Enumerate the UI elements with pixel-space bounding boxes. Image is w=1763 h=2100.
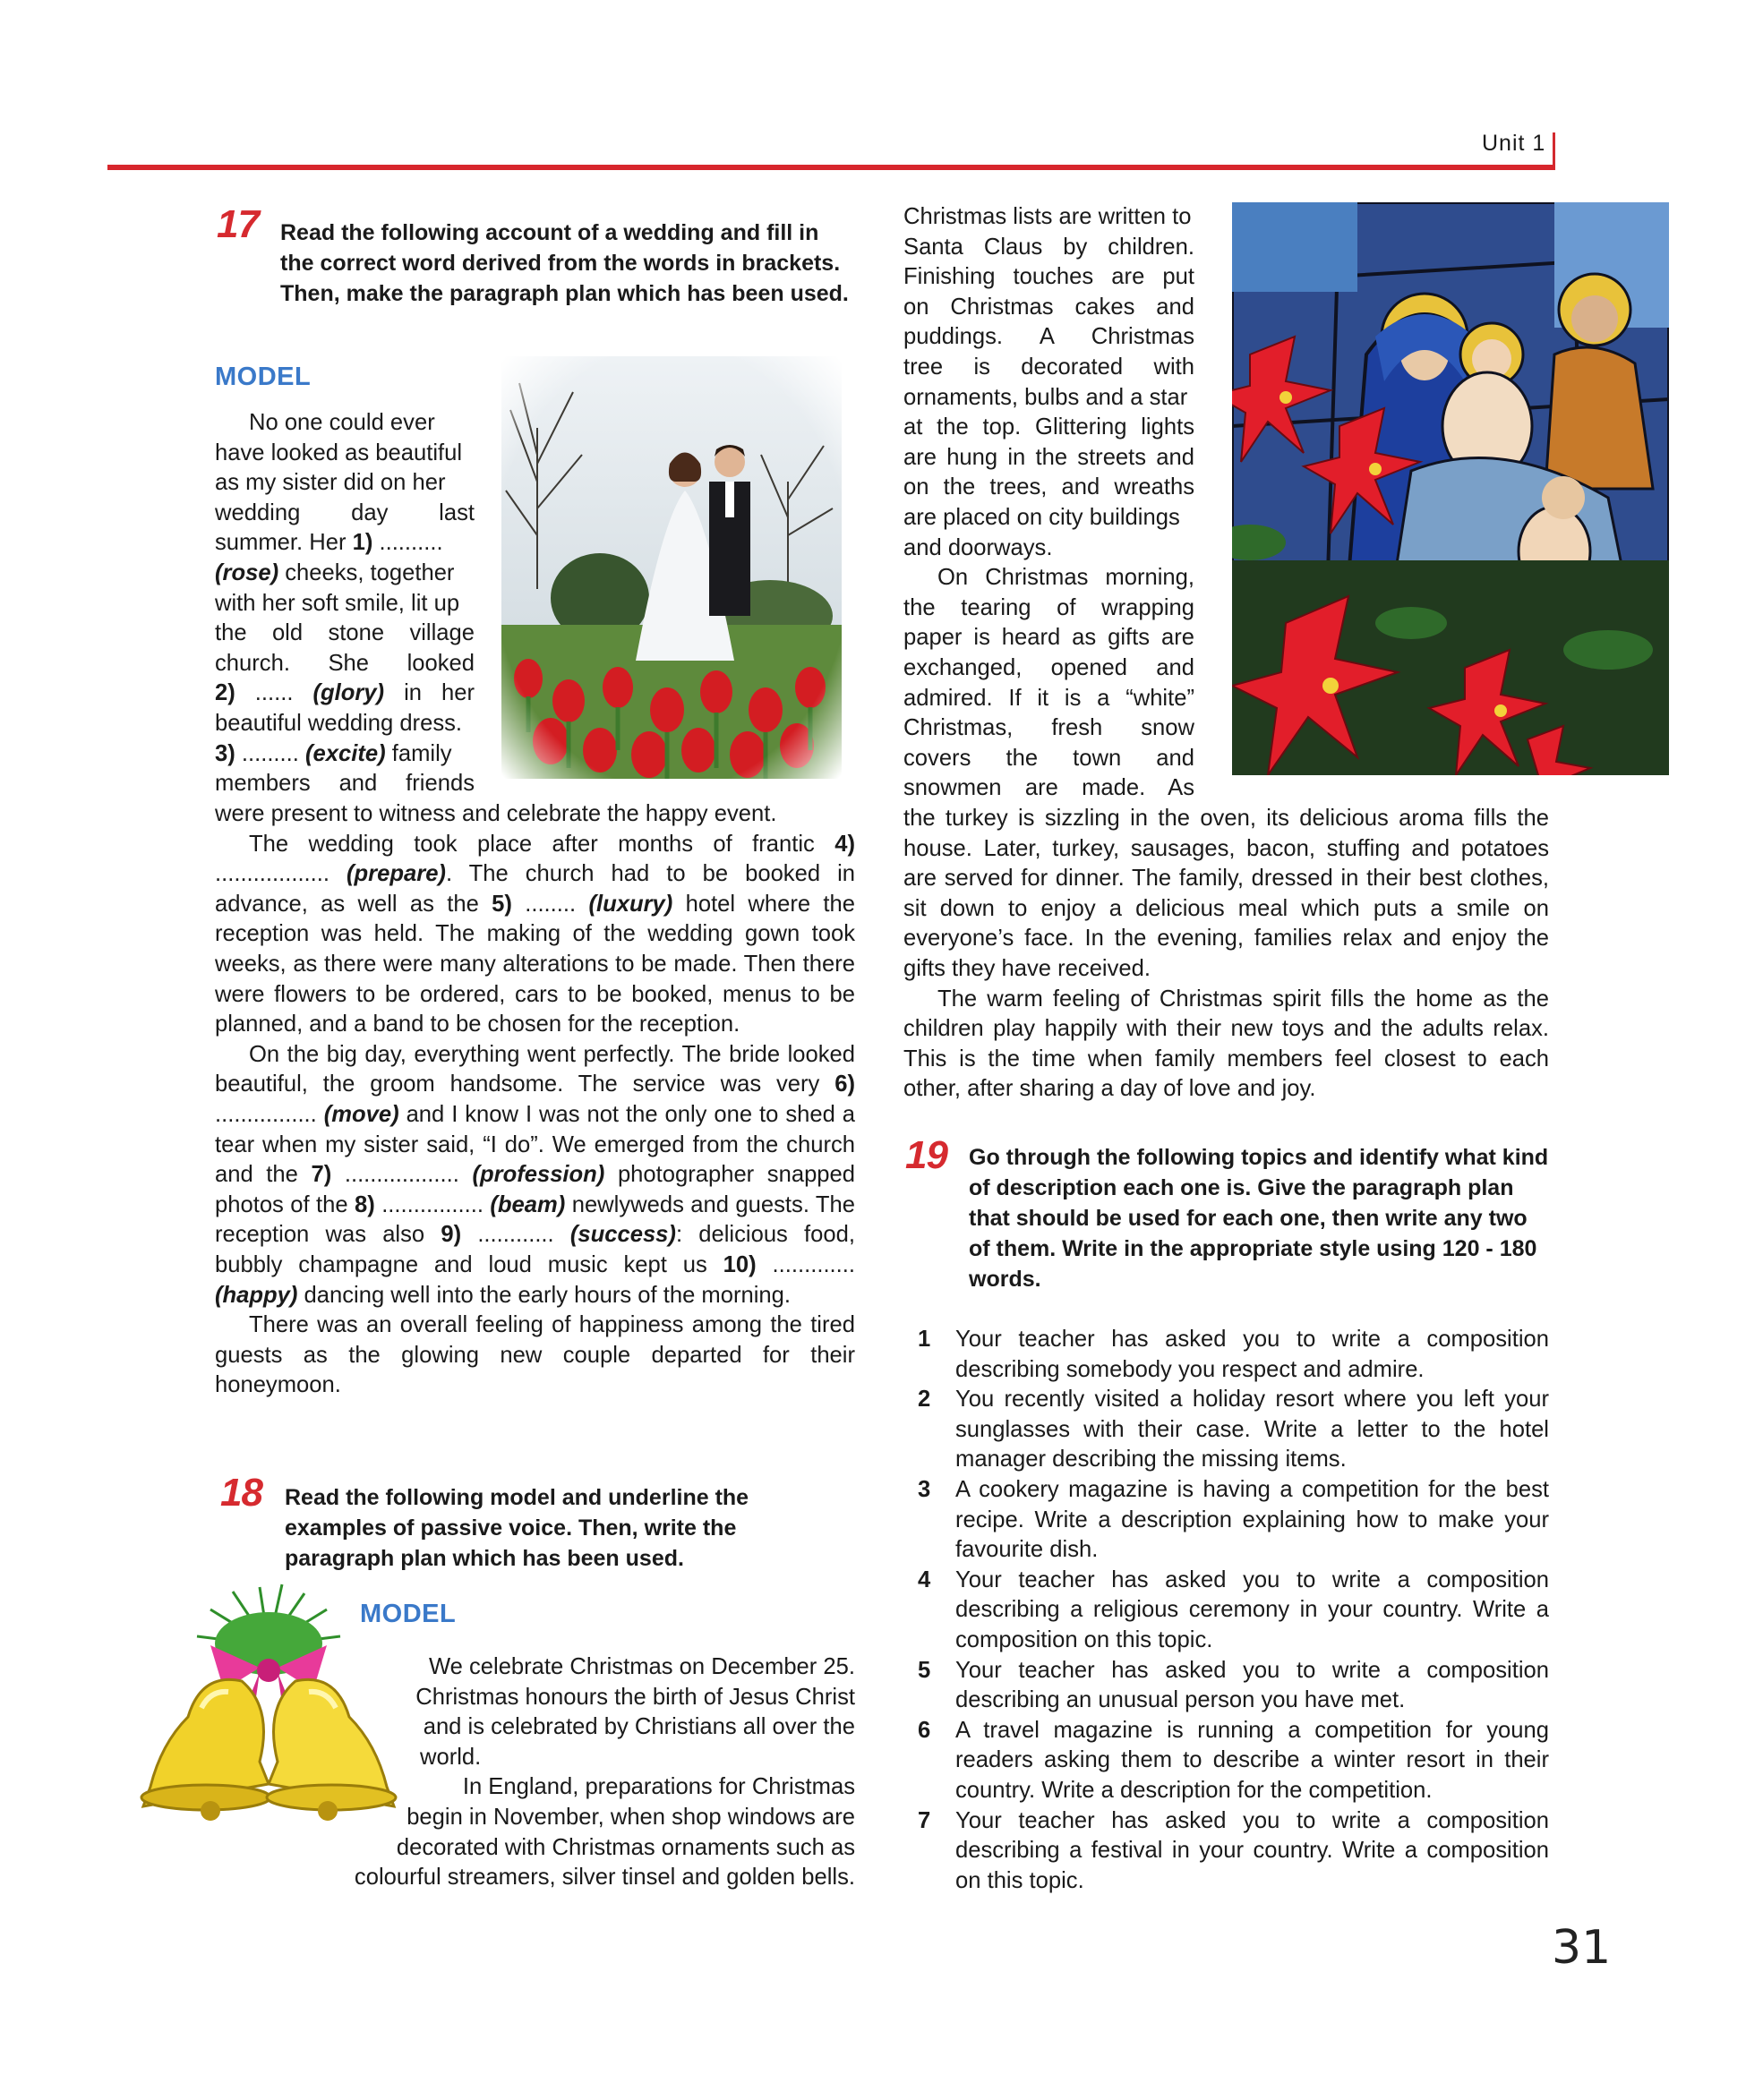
christmas-paragraph: the turkey is sizzling in the oven, its delicious aroma fills the house. Later, turkey, sausages, bacon, stuffing and potatoes are served for dinner. The family, dressed in their best clothes, sit down to enjoy a delicious meal which puts a smile on everyone’s face. In the evening, families relax and enjoy the gifts they have received.: [903, 806, 1549, 981]
christmas-line: are hung in the streets and: [903, 444, 1194, 470]
unit-label: Unit 1: [1482, 131, 1546, 156]
christmas-line: Christmas lists are written to: [903, 204, 1192, 229]
wedding-line: the old stone village: [215, 620, 475, 646]
exercise-19-instruction: Go through the following topics and identify what kind of description each one is. Give the paragraph plan that should be used for each one, then write any two of them. Write in the appropriate style using 120 - 180 words.: [969, 1145, 1549, 1292]
christmas-line: are placed on city buildings: [903, 504, 1180, 530]
wedding-line: beautiful wedding dress.: [215, 710, 463, 736]
christmas-line: covers the town and: [903, 745, 1194, 771]
christmas-line: and doorways.: [903, 534, 1053, 560]
stained-glass-nativity-image: [1232, 202, 1669, 775]
christmas-line: on the trees, and wreaths: [903, 474, 1194, 500]
wedding-line: 3) ......... (excite) family: [215, 740, 452, 766]
wedding-line: as my sister did on her: [215, 470, 446, 496]
wedding-text-narrow: [215, 408, 475, 799]
topic-item: 3 A cookery magazine is having a competition for the best recipe. Write a description explaining how to make your favourite dish.: [918, 1476, 1549, 1563]
exercise-19-number: 19: [905, 1133, 947, 1177]
unit-tick-line: [1553, 132, 1555, 166]
christmas-line: colourful streamers, silver tinsel and golden bells.: [354, 1865, 855, 1891]
wedding-line: have looked as beautiful: [215, 440, 463, 465]
wedding-line: church. She looked: [215, 650, 475, 676]
christmas-line: We celebrate Christmas on December 25.: [428, 1654, 855, 1679]
christmas-line: Christmas honours the birth of Jesus Christ: [415, 1684, 855, 1710]
wedding-photo: [501, 356, 842, 779]
christmas-line: ornaments, bulbs and a star: [903, 384, 1188, 410]
topic-item: 6 A travel magazine is running a competition for young readers asking them to describe a winter resort in their country. Write a description for the competition.: [918, 1717, 1549, 1803]
wedding-line: wedding day last: [215, 499, 475, 525]
exercise-18-instruction: Read the following model and underline the examples of passive voice. Then, write the paragraph plan which has been used.: [285, 1485, 749, 1571]
christmas-line: paper is heard as gifts are: [903, 625, 1194, 651]
wedding-line: No one could ever: [249, 410, 435, 435]
exercise-17-number: 17: [217, 202, 259, 246]
wedding-line: with her soft smile, lit up: [215, 590, 460, 616]
christmas-text-right-full: [903, 804, 1549, 1105]
christmas-line: exchanged, opened and: [903, 654, 1194, 680]
christmas-line: on Christmas cakes and: [903, 294, 1194, 320]
christmas-paragraph: The warm feeling of Christmas spirit fills the home as the children play happily with their new toys and the adults relax. This is the time when family members feel closest to each other, after sharing a day of love and joy.: [903, 986, 1549, 1102]
christmas-line: Christmas, fresh snow: [903, 715, 1194, 741]
christmas-line: On Christmas morning,: [937, 565, 1194, 591]
topic-item: 5 Your teacher has asked you to write a composition describing an unusual person you have met.: [918, 1657, 1549, 1713]
christmas-line: snowmen are made. As: [903, 775, 1194, 801]
christmas-line: begin in November, when shop windows are: [407, 1804, 855, 1830]
wedding-paragraph-4: There was an overall feeling of happiness among the tired guests as the glowing new couple departed for their honeymoon.: [215, 1312, 855, 1398]
christmas-line: world.: [420, 1744, 482, 1770]
christmas-text-left: [313, 1652, 855, 1893]
christmas-line: Santa Claus by children.: [903, 234, 1194, 260]
christmas-line: decorated with Christmas ornaments such as: [396, 1834, 855, 1860]
christmas-line: puddings. A Christmas: [903, 324, 1194, 350]
wedding-line: were present to witness and celebrate the happy event.: [215, 801, 777, 826]
christmas-line: In England, preparations for Christmas: [462, 1774, 855, 1800]
christmas-line: tree is decorated with: [903, 354, 1194, 380]
wedding-paragraph-2: The wedding took place after months of frantic 4) .................. (prepare). The church had to be booked in advance, as well as the 5) ........ (luxury) hotel where the reception was held. The making of the wedding gown took weeks, as there were many alterations to be made. Then there were flowers to be ordered, cars to be booked, menus to be planned, and a band to be chosen for the reception.: [215, 831, 856, 1037]
exercise-17-instruction: Read the following account of a wedding and fill in the correct word derived from the words in brackets. Then, make the paragraph plan which has been used.: [280, 220, 849, 306]
christmas-line: at the top. Glittering lights: [903, 414, 1194, 440]
wedding-text-full: [215, 799, 855, 1401]
wedding-line: summer. Her 1) ..........: [215, 530, 443, 556]
wedding-line: members and friends: [215, 771, 475, 797]
wedding-paragraph-3: On the big day, everything went perfectly. The bride looked beautiful, the groom handsome. The service was very 6) ................ (move) and I know I was not the only one to shed a tear when my sister said, “I do”. We emerged from the church and the 7) .................. (profession) photographer snapped photos of the 8) ................ (beam) newlyweds and guests. The reception was also 9) ............ (success): delicious food, bubbly champagne and loud music kept us 10) ............. (happy) dancing well into the early hours of the morning.: [215, 1041, 856, 1308]
wedding-line: (rose) cheeks, together: [215, 559, 455, 585]
wedding-line: 2) ...... (glory) in her: [215, 680, 475, 706]
christmas-text-right-narrow: [903, 202, 1194, 804]
exercise-19-topic-list: [918, 1325, 1549, 1896]
page-number: 31: [1552, 1921, 1612, 1975]
exercise-18-number: 18: [220, 1471, 262, 1515]
christmas-line: admired. If it is a “white”: [903, 685, 1194, 711]
topic-item: 7 Your teacher has asked you to write a composition describing a festival in your country. Write a composition on this topic.: [918, 1807, 1549, 1893]
christmas-line: the tearing of wrapping: [903, 594, 1194, 620]
christmas-line: and is celebrated by Christians all over the: [423, 1714, 855, 1740]
exercise-18-model-label: MODEL: [360, 1600, 457, 1628]
exercise-17-model-label: MODEL: [215, 363, 312, 391]
topic-item: 2 You recently visited a holiday resort where you left your sunglasses with their case. Write a letter to the hotel manager describing the missing items.: [918, 1387, 1549, 1473]
header-rule: [107, 165, 1555, 170]
topic-item: 4 Your teacher has asked you to write a composition describing a religious ceremony in your country. Write a composition on this topic.: [918, 1566, 1549, 1652]
topic-item: 1 Your teacher has asked you to write a composition describing somebody you respect and admire.: [918, 1327, 1549, 1382]
christmas-line: Finishing touches are put: [903, 264, 1194, 290]
